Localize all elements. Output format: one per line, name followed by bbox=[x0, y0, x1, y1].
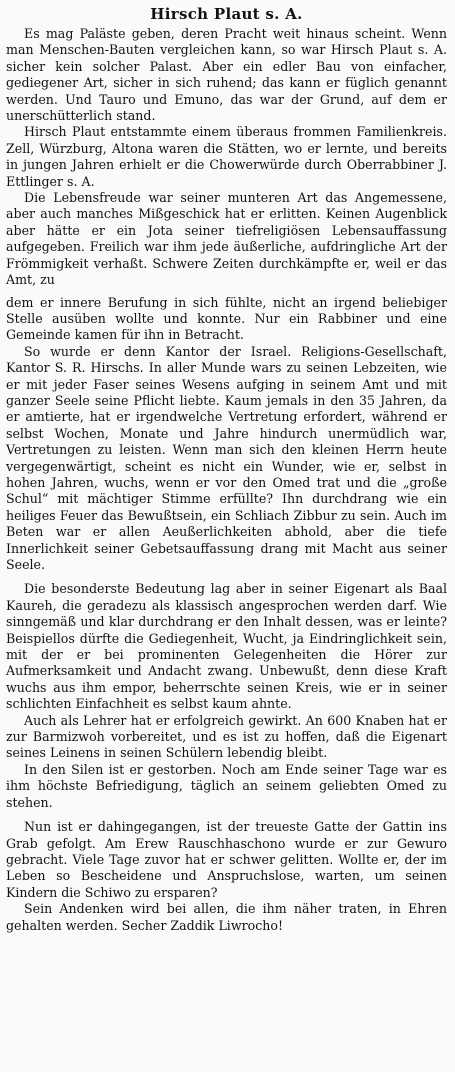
paragraph-baal-kaureh: Die besonderste Bedeutung lag aber in seiner Eigenart als Baal Kaureh, die geradezu als klassisch angesprochen werden darf. Wie sinngemäß und klar durchdrang er den Inhalt dessen, was er leinte? Beispiellos dürfte die Gediegenheit, Wucht, ja Eindringlichkeit sein, mit der er bei prominenten Gelegenheiten die Hörer zur Aufmerksamkeit und Andacht zwang. Unbewußt, denn diese Kraft wuchs aus ihm empor, beherrschte seinen Kreis, wie er in seiner schlichten Einfachheit es selbst kaum ahnte. bbox=[6, 581, 447, 712]
paragraph-family: Hirsch Plaut entstammte einem überaus frommen Familienkreis. Zell, Würzburg, Altona waren die Stätten, wo er lernte, und bereits in jungen Jahren erhielt er die Chowerwürde durch Oberrabbiner J. Ettlinger s. A. bbox=[6, 124, 447, 189]
paragraph-kantor: So wurde er denn Kantor der Israel. Religions-Gesellschaft, Kantor S. R. Hirschs. In aller Munde wars zu seinen Lebzeiten, wie er mit jeder Faser seines Wesens aufging in seinem Amt und mit ganzer Seele seine Pflicht liebte. Kaum jemals in den 35 Jahren, da er amtierte, hat er irgendwelche Vertretung erfordert, während er selbst Wochen, Monate und Jahre hindurch unermüdlich war, Vertretungen zu leisten. Wenn man sich den kleinen Herrn heute vergegenwärtigt, scheint es nicht ein Wunder, wie er, selbst in hohen Jahren, wuchs, wenn er vor den Omed trat und die „große Schul“ mit mächtiger Stimme erfüllte? Ihn durchdrang wie ein heiliges Feuer das Bewußtsein, ein Schliach Zibbur zu sein. Auch im Beten war er allen Aeußerlichkeiten abhold, aber die tiefe Innerlichkeit seiner Gebetsauffassung drang mit Macht aus seiner Seele. bbox=[6, 343, 447, 572]
paragraph-dahingegangen: Nun ist er dahingegangen, ist der treueste Gatte der Gattin ins Grab gefolgt. Am Erew Rauschhaschono wurde er zur Gewuro gebracht. Viele Tage zuvor hat er schwer gelitten. Wollte er, der im Leben so Bescheidene und Anspruchslose, warten, um seinen Kindern die Schiwo zu ersparen? bbox=[6, 819, 447, 900]
paragraph-gestorben: In den Silen ist er gestorben. Noch am Ende seiner Tage war es ihm höchste Befriedigung, täglich an seinem geliebten Omed zu stehen. bbox=[6, 761, 447, 810]
divider-gap bbox=[6, 811, 447, 819]
paragraph-intro: Es mag Paläste geben, deren Pracht weit hinaus scheint. Wenn man Menschen-Bauten vergleichen kann, so war Hirsch Plaut s. A. sicher kein solcher Palast. Aber ein edler Bau von einfacher, gediegener Art, sicher in sich ruhend; das kann er füglich genannt werden. Und Tauro und Emuno, das war der Grund, auf dem er unerschütterlich stand. bbox=[6, 26, 447, 124]
paragraph-berufung: dem er innere Berufung in sich fühlte, nicht an irgend beliebiger Stelle ausüben wollte und konnte. Nur ein Rabbiner und eine Gemeinde kamen für ihn in Betracht. bbox=[6, 294, 447, 343]
article-title: Hirsch Plaut s. A. bbox=[150, 5, 303, 23]
paragraph-andenken: Sein Andenken wird bei allen, die ihm näher traten, in Ehren gehalten werden. Secher Zaddik Liwrocho! bbox=[6, 901, 447, 933]
paragraph-lehrer: Auch als Lehrer hat er erfolgreich gewirkt. An 600 Knaben hat er zur Barmizwoh vorbereitet, und es ist zu hoffen, daß die Eigenart seines Leinens in seinen Schülern lebendig bleibt. bbox=[6, 712, 447, 761]
divider-gap bbox=[6, 573, 447, 581]
paragraph-lebensfreude: Die Lebensfreude war seiner munteren Art das Angemessene, aber auch manches Mißgeschick hat er erlitten. Keinen Augenblick aber hätte er ein Jota seiner tiefreligiösen Lebensauffassung aufgegeben. Freilich war ihm jede äußerliche, aufdringliche Art der Frömmigkeit verhaßt. Schwere Zeiten durchkämpfte er, weil er das Amt, zu bbox=[6, 190, 447, 288]
